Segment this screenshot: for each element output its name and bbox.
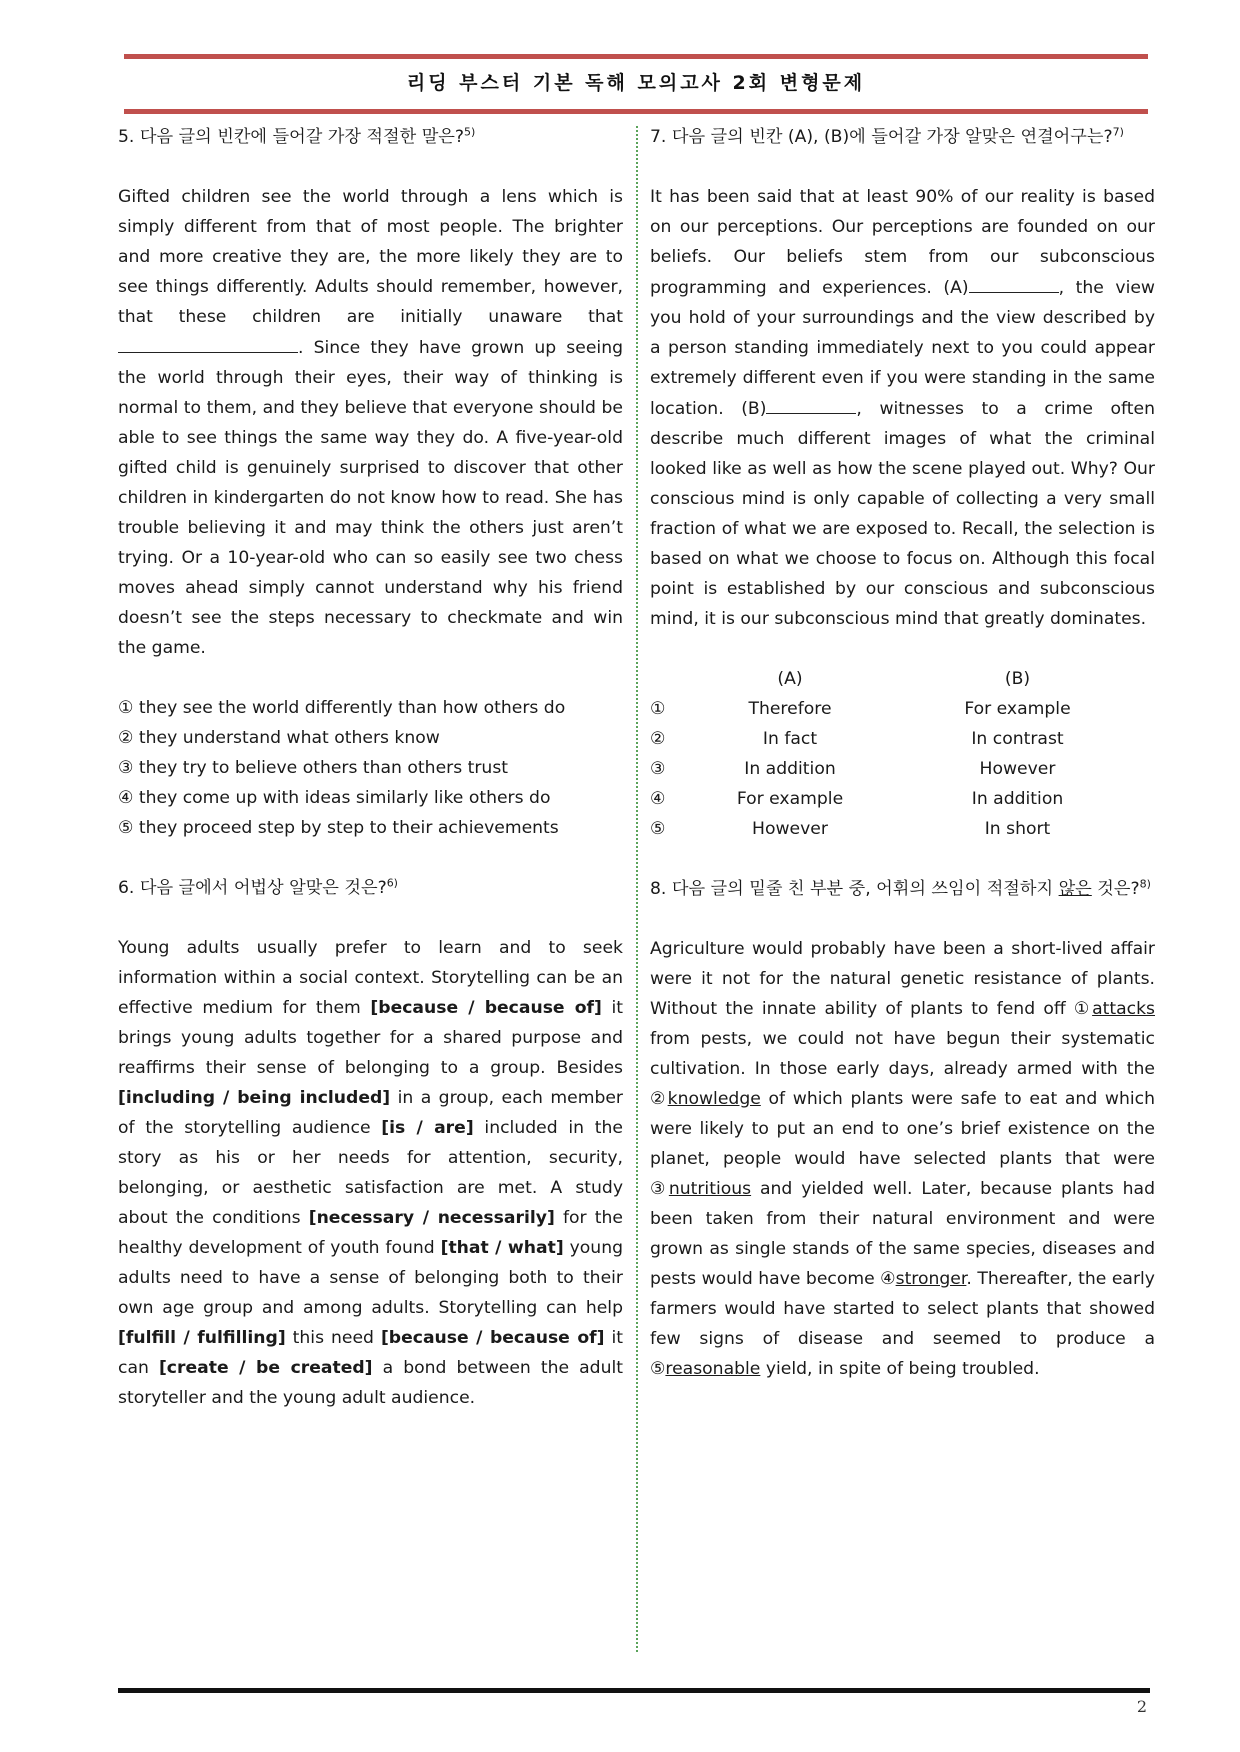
question-5-prompt bbox=[118, 122, 623, 152]
passage-text: yield, in spite of being troubled. bbox=[760, 1359, 1040, 1379]
option-3[interactable] bbox=[650, 754, 1155, 784]
grammar-choice-3[interactable]: [is / are] bbox=[381, 1118, 474, 1138]
passage-text: included in the story as his or her needs for attention, security, belonging, or aesthetic satisfaction are met. A study about the conditions bbox=[118, 1118, 623, 1228]
underlined-word-5[interactable]: reasonable bbox=[665, 1359, 761, 1379]
passage-text: Young adults usually prefer to learn and to seek information within a social context. Storytelling can be an effective medium for them bbox=[118, 938, 623, 1018]
option-a: However bbox=[752, 819, 828, 839]
passage-text: it can bbox=[118, 1328, 623, 1378]
option-number: ⑤ bbox=[650, 819, 666, 839]
question-8 bbox=[650, 874, 1155, 1384]
question-number: 6. bbox=[118, 878, 135, 898]
answer-blank-b bbox=[766, 393, 856, 414]
question-7 bbox=[650, 122, 1155, 844]
option-1[interactable] bbox=[650, 694, 1155, 724]
column-a-header: (A) bbox=[777, 669, 803, 689]
passage-text: . Since they have grown up seeing the world through their eyes, their way of thinking is normal to them, and they believe that everyone should be able to see things the same way they do. A five-year-old gifted child is genuinely surprised to discover that other children in kindergarten do not know how to read. She has trouble believing it and may think the others just aren’t trying. Or a 10-year-old who can so easily see two chess moves ahead simply cannot understand why his friend doesn’t see the steps necessary to checkmate and win the game. bbox=[118, 338, 623, 658]
underlined-word-3[interactable]: nutritious bbox=[668, 1179, 752, 1199]
option-b: However bbox=[979, 759, 1056, 779]
question-number: 8. bbox=[650, 879, 667, 899]
passage-text: it brings young adults together for a shared purpose and reaffirms their sense of belonging to a group. Besides bbox=[118, 998, 624, 1078]
question-5 bbox=[118, 122, 623, 843]
passage-text: a bond between the adult storyteller and the young adult audience. bbox=[118, 1358, 623, 1408]
option-b: For example bbox=[964, 699, 1071, 719]
passage-text: young adults need to have a sense of belonging both to their own age group and among adults. Storytelling can help bbox=[118, 1238, 623, 1318]
option-number: ④ bbox=[650, 789, 666, 809]
question-text: 다음 글의 밑줄 친 부분 중, 어휘의 쓰임이 적절하지 bbox=[666, 879, 1059, 899]
option-4[interactable]: ④ they come up with ideas similarly like others do bbox=[118, 788, 551, 808]
option-1[interactable]: ① they see the world differently than how others do bbox=[118, 698, 566, 718]
option-5[interactable]: ⑤ they proceed step by step to their achievements bbox=[118, 818, 559, 838]
question-number: 5. bbox=[118, 127, 135, 147]
option-2[interactable]: ② they understand what others know bbox=[118, 728, 440, 748]
option-2[interactable] bbox=[650, 724, 1155, 754]
column-divider bbox=[636, 126, 638, 1652]
question-6 bbox=[118, 873, 623, 1413]
footer-rule bbox=[118, 1688, 1150, 1693]
passage-text: Agriculture would probably have been a short-lived affair were it not for the natural genetic resistance of plants. Without the innate ability of plants to fend off bbox=[650, 939, 1155, 1019]
grammar-choice-1[interactable]: [because / because of] bbox=[370, 998, 602, 1018]
question-text: 다음 글의 빈칸에 들어갈 가장 적절한 말은? bbox=[134, 127, 465, 147]
question-number: 7. bbox=[650, 127, 667, 147]
page-title: 리딩 부스터 기본 독해 모의고사 2회 변형문제 bbox=[406, 72, 866, 94]
header-bottom-rule bbox=[124, 109, 1148, 114]
passage-text: and yielded well. Later, because plants had been taken from their natural environment and were grown as single stands of the same species, diseases and pests would have become bbox=[650, 1179, 1155, 1289]
question-7-options bbox=[650, 664, 1155, 844]
passage-text: of which plants were safe to eat and which were likely to put an end to one’s brief existence on the planet, people would have selected plants that were bbox=[650, 1089, 1155, 1169]
question-7-passage bbox=[650, 182, 1155, 634]
grammar-choice-6[interactable]: [fulfill / fulfilling] bbox=[118, 1328, 286, 1348]
option-number: ② bbox=[650, 729, 666, 749]
option-b: In short bbox=[984, 819, 1051, 839]
grammar-choice-2[interactable]: [including / being included] bbox=[118, 1088, 391, 1108]
choice-marker-3: ③ bbox=[650, 1179, 669, 1199]
option-b: In contrast bbox=[971, 729, 1064, 749]
option-a: In addition bbox=[744, 759, 836, 779]
option-5[interactable] bbox=[650, 814, 1155, 844]
option-a: For example bbox=[736, 789, 844, 809]
choice-marker-1: ① bbox=[1073, 999, 1093, 1019]
option-a: Therefore bbox=[748, 699, 832, 719]
passage-text: , the view you hold of your surroundings and the view described by a person standing immediately next to you could appear extremely different even if you were standing in the same location. (B) bbox=[650, 278, 1155, 419]
question-6-passage bbox=[118, 933, 623, 1413]
grammar-choice-7[interactable]: [because / because of] bbox=[380, 1328, 605, 1348]
choice-marker-5: ⑤ bbox=[650, 1359, 666, 1379]
answer-blank-a bbox=[969, 272, 1059, 293]
grammar-choice-5[interactable]: [that / what] bbox=[440, 1238, 564, 1258]
passage-text: , witnesses to a crime often describe much different images of what the criminal looked like as well as how the scene played out. Why? Our conscious mind is only capable of collecting a very small fraction of what we are exposed to. Recall, the selection is based on what we choose to focus on. Although this focal point is established by our conscious and subconscious mind, it is our subconscious mind that greatly dominates. bbox=[650, 399, 1156, 629]
question-7-prompt bbox=[650, 122, 1155, 152]
question-8-prompt bbox=[650, 874, 1155, 904]
underlined-word-1[interactable]: attacks bbox=[1092, 999, 1155, 1019]
footnote-marker: 7) bbox=[1112, 125, 1124, 139]
question-emphasis: 않은 bbox=[1058, 879, 1092, 899]
page-number: 2 bbox=[1136, 1697, 1147, 1716]
options-header-row bbox=[650, 664, 1155, 694]
question-6-prompt bbox=[118, 873, 623, 903]
choice-marker-2: ② bbox=[650, 1089, 668, 1109]
footnote-marker: 6) bbox=[386, 876, 398, 890]
footnote-marker: 5) bbox=[464, 125, 476, 139]
passage-text: . Thereafter, the early farmers would have started to select plants that showed few signs of disease and seemed to produce a bbox=[650, 1269, 1155, 1349]
passage-text: It has been said that at least 90% of our reality is based on our perceptions. Our perceptions are founded on our beliefs. Our beliefs stem from our subconscious programming and experiences. (A) bbox=[650, 187, 1155, 298]
option-4[interactable] bbox=[650, 784, 1155, 814]
question-5-passage bbox=[118, 182, 623, 663]
choice-marker-4: ④ bbox=[880, 1269, 896, 1289]
header-top-rule bbox=[124, 54, 1148, 59]
question-text: 다음 글의 빈칸 (A), (B)에 들어갈 가장 알맞은 연결어구는? bbox=[666, 127, 1113, 147]
footnote-marker: 8) bbox=[1139, 877, 1151, 891]
option-a: In fact bbox=[762, 729, 818, 749]
option-b: In addition bbox=[971, 789, 1064, 809]
passage-text: Gifted children see the world through a lens which is simply different from that of most people. The brighter and more creative they are, the more likely they are to see things differently. Adults should remember, however, that these children are initially unaware that bbox=[118, 187, 623, 327]
grammar-choice-8[interactable]: [create / be created] bbox=[158, 1358, 373, 1378]
underlined-word-4[interactable]: stronger bbox=[895, 1269, 967, 1289]
underlined-word-2[interactable]: knowledge bbox=[667, 1089, 761, 1109]
right-column bbox=[650, 122, 1155, 1384]
question-text: 다음 글에서 어법상 알맞은 것은? bbox=[134, 878, 387, 898]
passage-text: in a group, each member of the storytelling audience bbox=[118, 1088, 623, 1138]
answer-blank bbox=[118, 332, 298, 353]
column-b-header: (B) bbox=[1004, 669, 1031, 689]
grammar-choice-4[interactable]: [necessary / necessarily] bbox=[308, 1208, 555, 1228]
question-text: 것은? bbox=[1091, 879, 1140, 899]
option-number: ① bbox=[650, 699, 666, 719]
left-column bbox=[118, 122, 623, 1413]
question-5-options bbox=[118, 693, 623, 843]
question-8-passage bbox=[650, 934, 1155, 1384]
option-number: ③ bbox=[650, 759, 666, 779]
passage-text: from pests, we could not have begun their systematic cultivation. In those early days, already armed with the bbox=[650, 1029, 1155, 1079]
passage-text: for the healthy development of youth found bbox=[118, 1208, 623, 1258]
passage-text: this need bbox=[285, 1328, 381, 1348]
option-3[interactable]: ③ they try to believe others than others trust bbox=[118, 758, 509, 778]
